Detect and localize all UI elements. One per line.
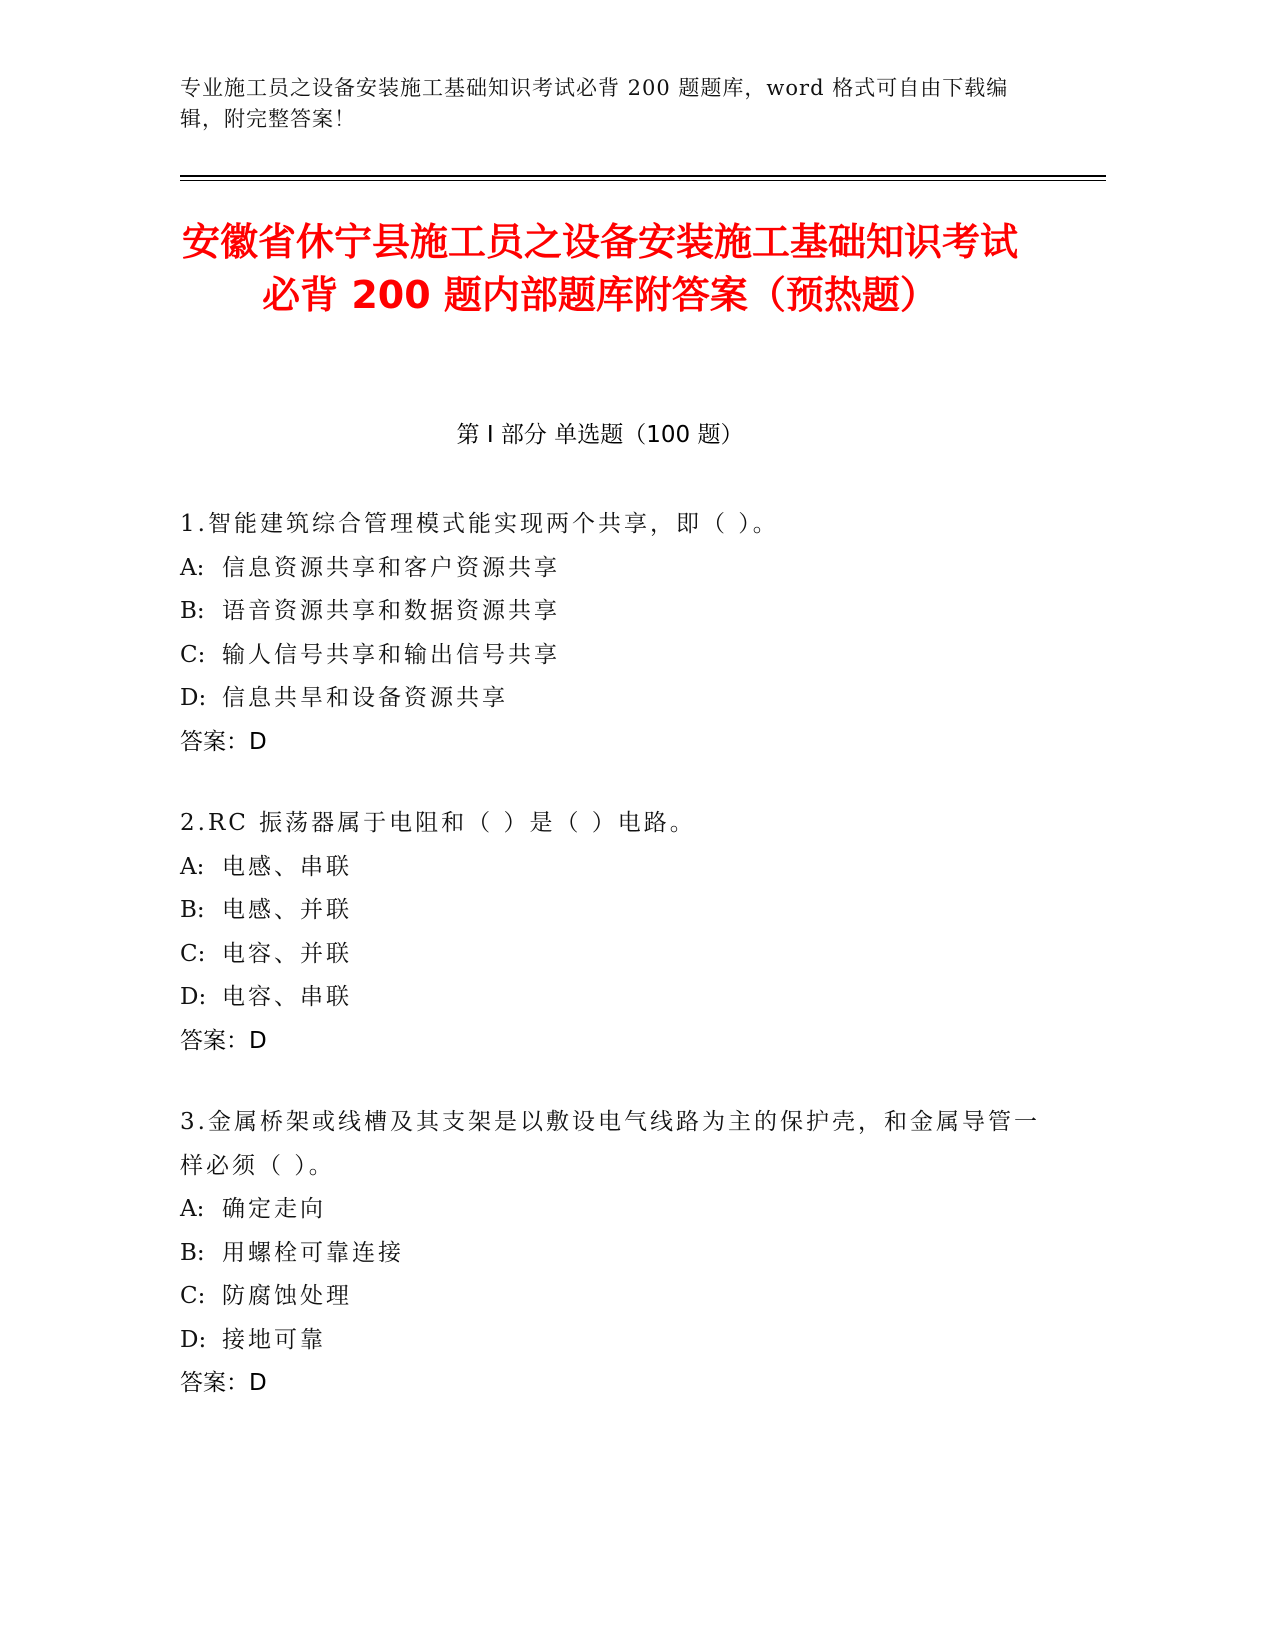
option-letter: C: — [180, 641, 206, 668]
option-c — [180, 933, 1040, 977]
option-b — [180, 1232, 1040, 1276]
question-stem: 1.智能建筑综合管理模式能实现两个共享，即（ ）。 — [180, 511, 779, 537]
answer: 答案：D — [180, 1370, 267, 1396]
option-letter: A: — [180, 1196, 205, 1222]
option-d — [180, 677, 1040, 721]
header-divider-thin — [180, 180, 1106, 181]
question-stem: 2.RC 振荡器属于电阻和（ ）是（ ）电路。 — [180, 810, 696, 836]
question-2 — [180, 802, 1040, 1063]
option-text: 电感、串联 — [222, 853, 352, 880]
option-text: 信息共旱和设备资源共享 — [222, 685, 508, 711]
option-text: 电容、并联 — [222, 940, 352, 967]
option-text: 电感、并联 — [222, 897, 352, 923]
option-text: 确定走向 — [222, 1196, 326, 1222]
answer: 答案：D — [180, 728, 267, 755]
option-text: 电容、串联 — [222, 984, 352, 1010]
option-letter: D: — [180, 1326, 207, 1353]
question-stem: 3.金属桥架或线槽及其支架是以敷设电气线路为主的保护壳，和金属导管一样必须（ ）。 — [180, 1109, 1040, 1179]
option-letter: D: — [180, 685, 207, 711]
question-3 — [180, 1101, 1040, 1406]
option-text: 用螺栓可靠连接 — [222, 1239, 404, 1266]
option-letter: D: — [180, 984, 207, 1010]
option-text: 信息资源共享和客户资源共享 — [222, 554, 560, 581]
question-1 — [180, 503, 1040, 764]
option-letter: A: — [180, 554, 205, 581]
option-text: 防腐蚀处理 — [222, 1283, 352, 1309]
option-letter: B: — [180, 897, 205, 923]
option-a — [180, 547, 1040, 591]
header-divider-thick — [180, 175, 1106, 177]
option-a — [180, 846, 1040, 890]
section-heading: 第 I 部分 单选题（100 题） — [456, 422, 744, 448]
option-letter: C: — [180, 1283, 206, 1309]
option-a — [180, 1188, 1040, 1232]
option-letter: C: — [180, 940, 206, 967]
question-list — [180, 503, 1040, 1444]
option-d — [180, 976, 1040, 1020]
option-d — [180, 1319, 1040, 1363]
option-letter: B: — [180, 1239, 205, 1266]
option-letter: A: — [180, 853, 205, 880]
header-note: 专业施工员之设备安装施工基础知识考试必背 200 题题库，word 格式可自由下载编辑，附完整答案！ — [180, 76, 1009, 131]
option-c — [180, 1275, 1040, 1319]
option-text: 输人信号共享和输出信号共享 — [222, 641, 560, 668]
option-c — [180, 634, 1040, 678]
option-text: 语音资源共享和数据资源共享 — [222, 598, 560, 624]
option-b — [180, 590, 1040, 634]
document-title: 安徽省休宁县施工员之设备安装施工基础知识考试必背 200 题内部题库附答案（预热题） — [181, 220, 1018, 317]
answer: 答案：D — [180, 1027, 267, 1054]
option-letter: B: — [180, 598, 205, 624]
option-b — [180, 889, 1040, 933]
option-text: 接地可靠 — [222, 1326, 326, 1353]
